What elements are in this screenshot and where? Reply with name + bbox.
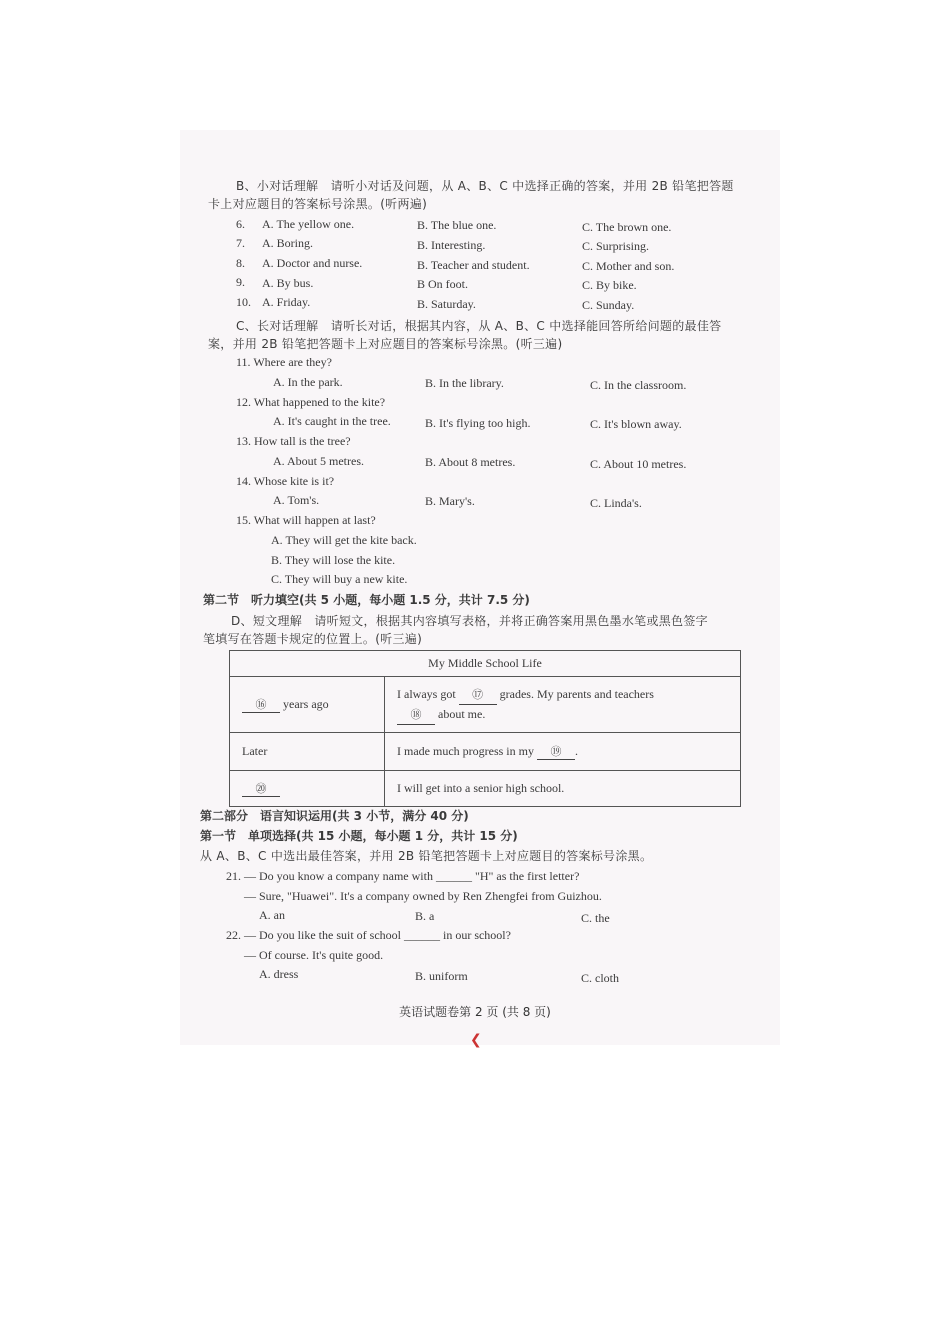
question-stem: 13. How tall is the tree?: [236, 434, 351, 448]
question-number: 9.: [236, 275, 245, 289]
question-stem: 14. Whose kite is it?: [236, 474, 335, 488]
option-a: A. Friday.: [262, 295, 311, 309]
section-b-instruction-cont: 卡上对应题目的答案标号涂黑。(听两遍): [208, 197, 428, 211]
option-c: C. Sunday.: [582, 298, 635, 312]
option-a: A. About 5 metres.: [273, 454, 364, 468]
question-number: 8.: [236, 256, 245, 270]
option-b: B. Interesting.: [417, 238, 486, 252]
question-stem: 12. What happened to the kite?: [236, 395, 386, 409]
option-a: A. an: [259, 908, 285, 922]
section-c-instruction: C、长对话理解 请听长对话，根据其内容，从 A、B、C 中选择能回答所给问题的最佳答: [236, 319, 722, 333]
question-stem: 11. Where are they?: [236, 355, 332, 369]
option-c: C. They will buy a new kite.: [271, 572, 408, 586]
option-b: B On foot.: [417, 277, 468, 291]
option-a: A. In the park.: [273, 375, 343, 389]
option-c: C. Surprising.: [582, 239, 650, 253]
option-a: A. Tom's.: [273, 493, 320, 507]
option-b: B. uniform: [415, 969, 468, 983]
cell-text: grades. My parents and teachers: [499, 686, 654, 701]
table-cell: [230, 677, 385, 733]
option-c: C. The brown one.: [582, 220, 672, 234]
option-b: B. The blue one.: [417, 218, 497, 232]
answer-blank[interactable]: ⑯: [242, 696, 280, 713]
question-stem: 15. What will happen at last?: [236, 513, 376, 527]
question-reply: — Of course. It's quite good.: [244, 948, 384, 962]
table-cell: Later: [230, 733, 385, 771]
option-a: A. It's caught in the tree.: [273, 414, 391, 428]
section-b-instruction: B、小对话理解 请听小对话及问题，从 A、B、C 中选择正确的答案，并用 2B 铅笔把答题: [236, 179, 734, 193]
option-c: C. By bike.: [582, 278, 637, 292]
question-number: 7.: [236, 236, 245, 250]
option-b: B. a: [415, 909, 435, 923]
answer-blank[interactable]: ⑱: [397, 706, 435, 725]
cell-text: years ago: [283, 697, 329, 711]
section-d-instruction-cont: 笔填写在答题卡规定的位置上。(听三遍): [203, 632, 423, 646]
table-cell: [230, 771, 385, 807]
answer-blank[interactable]: ⑳: [242, 780, 280, 797]
option-c: C. In the classroom.: [590, 378, 687, 392]
page-mark-icon: ❮: [470, 1032, 482, 1048]
cell-text: about me.: [438, 706, 486, 721]
option-a: A. Boring.: [262, 236, 313, 250]
section-heading: 第一节 单项选择(共 15 小题，每小题 1 分，共计 15 分): [200, 829, 518, 843]
table-title: My Middle School Life: [230, 651, 741, 677]
option-a: A. They will get the kite back.: [271, 533, 417, 547]
option-b: B. About 8 metres.: [425, 455, 516, 469]
question-number: 10.: [236, 295, 251, 309]
section-heading: 第二节 听力填空(共 5 小题，每小题 1.5 分，共计 7.5 分): [203, 593, 530, 607]
table-cell: I will get into a senior high school.: [385, 771, 741, 807]
answer-blank[interactable]: ⑰: [459, 686, 497, 705]
option-a: A. By bus.: [262, 276, 314, 290]
cell-text: I always got: [397, 686, 456, 701]
question-reply: — Sure, "Huawei". It's a company owned by Ren Zhengfei from Guizhou.: [244, 889, 602, 903]
answer-blank[interactable]: ⑲: [537, 743, 575, 760]
table-cell: [385, 677, 741, 733]
question-stem: 22. — Do you like the suit of school ______ in our school?: [226, 928, 511, 942]
question-number: 6.: [236, 217, 245, 231]
section-instruction: 从 A、B、C 中选出最佳答案，并用 2B 铅笔把答题卡上对应题目的答案标号涂黑。: [200, 849, 653, 863]
option-b: B. Mary's.: [425, 494, 475, 508]
page-footer: 英语试题卷第 2 页 (共 8 页): [399, 1005, 551, 1019]
middle-school-life-table: [229, 650, 741, 807]
option-a: A. Doctor and nurse.: [262, 256, 363, 270]
option-c: C. About 10 metres.: [590, 457, 687, 471]
part-heading: 第二部分 语言知识运用(共 3 小节，满分 40 分): [200, 809, 469, 823]
option-c: C. It's blown away.: [590, 417, 682, 431]
cell-text: .: [574, 744, 578, 758]
option-a: A. dress: [259, 967, 299, 981]
option-c: C. cloth: [581, 971, 619, 985]
section-d-instruction: D、短文理解 请听短文，根据其内容填写表格，并将正确答案用黑色墨水笔或黑色签字: [231, 614, 708, 628]
table-cell: [385, 733, 741, 771]
option-a: A. The yellow one.: [262, 217, 355, 231]
question-stem: 21. — Do you know a company name with ______ "H" as the first letter?: [226, 869, 580, 883]
option-c: C. Mother and son.: [582, 259, 675, 273]
cell-text: I made much progress in my: [397, 744, 534, 758]
section-c-instruction-cont: 案，并用 2B 铅笔把答题卡上对应题目的答案标号涂黑。(听三遍): [208, 337, 563, 351]
option-c: C. the: [581, 911, 610, 925]
option-b: B. Teacher and student.: [417, 258, 530, 272]
option-c: C. Linda's.: [590, 496, 642, 510]
option-b: B. It's flying too high.: [425, 416, 531, 430]
option-b: B. Saturday.: [417, 297, 476, 311]
option-b: B. In the library.: [425, 376, 504, 390]
option-b: B. They will lose the kite.: [271, 553, 396, 567]
